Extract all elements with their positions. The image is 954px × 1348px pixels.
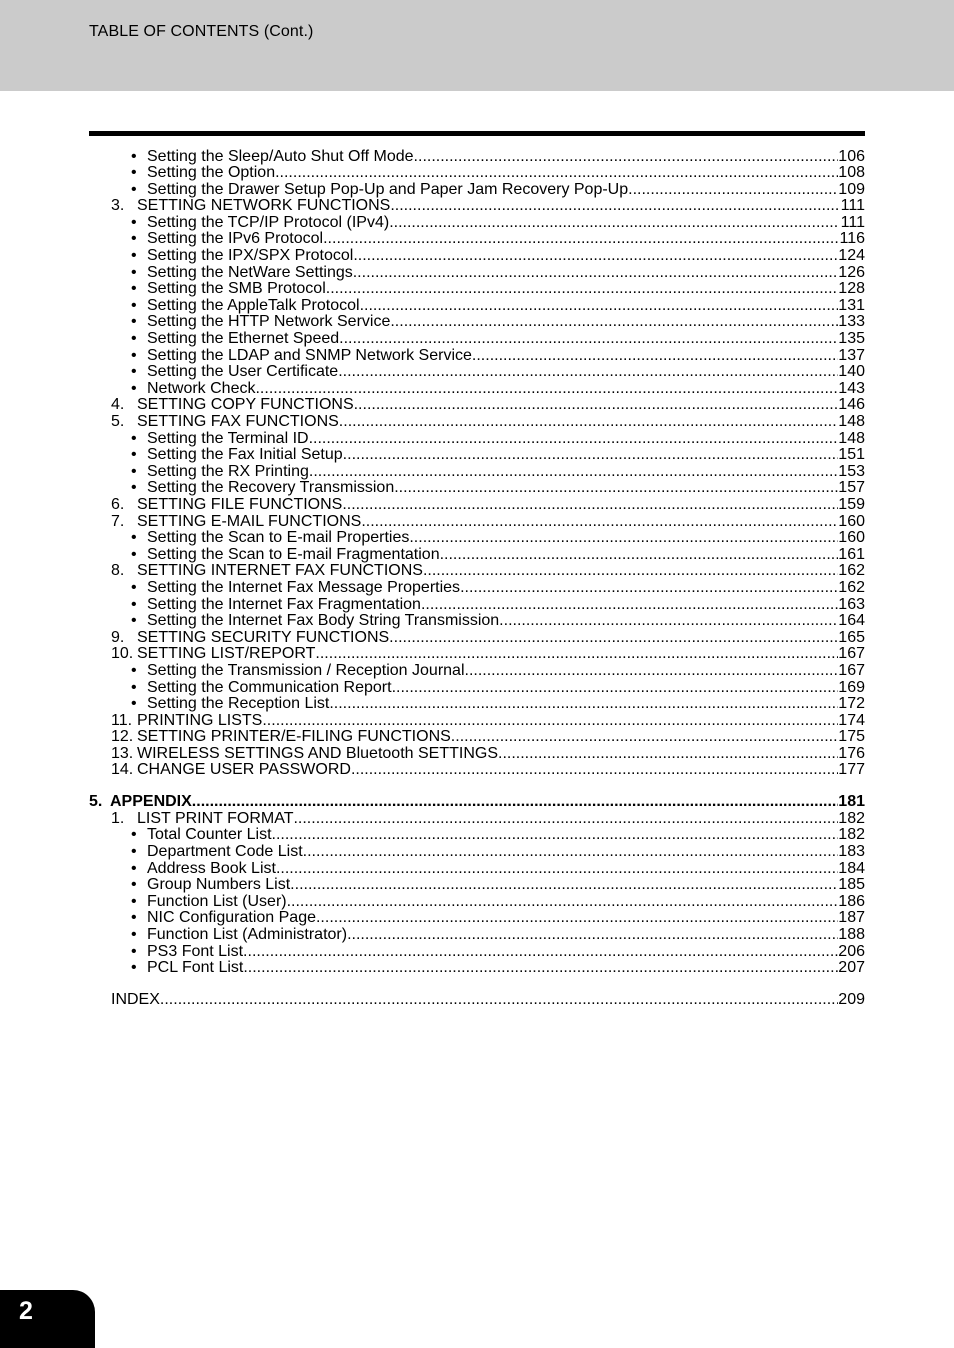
dot-leader (423, 563, 838, 580)
dot-leader (342, 497, 838, 514)
bullet-icon: • (131, 530, 137, 547)
toc-page-number: 182 (838, 810, 865, 827)
toc-entry-label: SETTING LIST/REPORT (137, 646, 316, 663)
toc-subsection (89, 827, 865, 844)
page-number-tab (0, 1290, 95, 1348)
dot-leader (394, 480, 838, 497)
bullet-icon: • (131, 613, 137, 630)
toc-entry-label: Setting the HTTP Network Service (147, 314, 391, 331)
toc-entry-label: PS3 Font List (147, 943, 244, 960)
toc-page-number: 176 (838, 745, 865, 762)
toc-page-number: 126 (838, 264, 865, 281)
bullet-icon: • (131, 281, 137, 298)
toc-section (89, 646, 865, 663)
toc-section (89, 397, 865, 414)
toc-page-number: 148 (838, 430, 865, 447)
dot-leader (243, 944, 838, 961)
toc-section (89, 729, 865, 746)
toc-page-number: 157 (838, 480, 865, 497)
toc-entry-label: Setting the Reception List (147, 696, 330, 713)
toc-page-number: 116 (839, 231, 865, 248)
toc-page-number: 209 (838, 991, 865, 1008)
toc-entry-label: Department Code List (147, 844, 303, 861)
page-number: 2 (19, 1297, 33, 1325)
toc-page-number: 187 (838, 910, 865, 927)
toc-subsection (89, 861, 865, 878)
toc-page-number: 186 (838, 893, 865, 910)
dot-leader (353, 248, 838, 265)
toc-page-number: 159 (838, 496, 865, 513)
toc-page-number: 169 (838, 679, 865, 696)
toc-entry-label: SETTING NETWORK FUNCTIONS (137, 198, 391, 215)
dot-leader (309, 431, 838, 448)
toc-entry-label: NIC Configuration Page (147, 910, 316, 927)
toc-section-number: 14. (111, 762, 134, 779)
dot-leader (315, 646, 838, 663)
toc-entry-label: Setting the User Certificate (147, 364, 339, 381)
dot-leader (290, 877, 838, 894)
toc-entry-label: Setting the IPX/SPX Protocol (147, 248, 354, 265)
toc-page-number: 182 (838, 827, 865, 844)
toc-section (89, 514, 865, 531)
toc-section-number: 3. (111, 198, 125, 215)
toc-entry-label: Group Numbers List (147, 877, 291, 894)
toc-subsection (89, 464, 865, 481)
toc-section (89, 713, 865, 730)
toc-subsection (89, 894, 865, 911)
toc-entry-label: SETTING PRINTER/E-FILING FUNCTIONS (137, 729, 451, 746)
toc-section (89, 563, 865, 580)
toc-page-number: 148 (838, 414, 865, 430)
toc-entry-label: Setting the Option (147, 165, 276, 182)
dot-leader (339, 331, 838, 348)
toc-subsection (89, 149, 865, 166)
bullet-icon: • (131, 248, 137, 265)
bullet-icon: • (131, 331, 137, 348)
toc-entry-label: PRINTING LISTS (137, 712, 263, 729)
bullet-icon: • (131, 347, 137, 364)
toc-subsection (89, 314, 865, 331)
bullet-icon: • (131, 827, 137, 844)
toc-section-number: 8. (111, 563, 125, 580)
toc-page-number: 206 (838, 943, 865, 960)
bullet-icon: • (131, 943, 137, 960)
toc-page-number: 174 (838, 712, 865, 729)
bullet-icon: • (131, 148, 137, 165)
toc-subsection (89, 480, 865, 497)
dot-leader (309, 464, 838, 481)
bullet-icon: • (131, 430, 137, 447)
toc-subsection (89, 547, 865, 564)
toc-subsection (89, 265, 865, 282)
toc-subsection (89, 530, 865, 547)
toc-page-number: 175 (838, 729, 865, 746)
bullet-icon: • (131, 927, 137, 943)
toc-entry-label: Setting the RX Printing (147, 463, 309, 480)
dot-leader (499, 613, 838, 630)
toc-subsection (89, 447, 865, 464)
toc-subsection (89, 680, 865, 697)
toc-page-number: 151 (838, 447, 865, 464)
toc-section-number: 10. (111, 646, 134, 663)
toc-entry-label: Setting the Ethernet Speed (147, 331, 340, 348)
toc-entry-label: INDEX (111, 991, 160, 1008)
toc-entry-label: Address Book List (147, 860, 276, 877)
toc-entry-label: Setting the IPv6 Protocol (147, 231, 324, 248)
bullet-icon: • (131, 844, 137, 861)
toc-page-number: 161 (838, 546, 865, 563)
dot-leader (628, 182, 838, 199)
toc-entry-label: SETTING FAX FUNCTIONS (137, 414, 339, 430)
toc-entry-label: Network Check (147, 380, 256, 397)
dot-leader (343, 447, 838, 464)
bullet-icon: • (131, 893, 137, 910)
dot-leader (243, 960, 838, 977)
dot-leader (323, 231, 838, 248)
dot-leader (460, 580, 838, 597)
header-rule (89, 131, 865, 136)
dot-leader (255, 381, 838, 398)
bullet-icon: • (131, 231, 137, 248)
toc-page-number: 162 (838, 563, 865, 580)
toc-entry-label: Setting the Recovery Transmission (147, 480, 395, 497)
dot-leader (354, 397, 838, 414)
toc-section-number: 13. (111, 745, 134, 762)
toc-entry-label: SETTING FILE FUNCTIONS (137, 496, 343, 513)
dot-leader (465, 663, 839, 680)
toc-subsection (89, 298, 865, 315)
dot-leader (338, 364, 838, 381)
toc-entry-label: SETTING INTERNET FAX FUNCTIONS (137, 563, 423, 580)
dot-leader (472, 348, 838, 365)
toc-page-number: 111 (840, 214, 865, 231)
toc-page-number: 135 (838, 331, 865, 348)
toc-entry-label: CHANGE USER PASSWORD (137, 762, 351, 779)
dot-leader (389, 630, 838, 647)
dot-leader (326, 281, 838, 298)
toc-subsection (89, 281, 865, 298)
dot-leader (360, 298, 838, 315)
bullet-icon: • (131, 662, 137, 679)
bullet-icon: • (131, 679, 137, 696)
toc-section-number: 12. (111, 729, 134, 746)
bullet-icon: • (131, 181, 137, 198)
dot-leader (389, 215, 838, 232)
toc-entry-label: Setting the Terminal ID (147, 430, 309, 447)
bullet-icon: • (131, 165, 137, 182)
toc-subsection (89, 364, 865, 381)
toc-subsection (89, 944, 865, 961)
toc-page-number: 162 (838, 579, 865, 596)
toc-spacer (89, 977, 865, 992)
dot-leader (351, 762, 838, 779)
dot-leader (316, 910, 838, 927)
toc-subsection (89, 663, 865, 680)
toc-section (89, 811, 865, 828)
toc-page-number: 109 (838, 181, 865, 198)
toc-subsection (89, 927, 865, 944)
toc-page-number: 106 (838, 148, 865, 165)
toc-entry-label: Setting the Scan to E-mail Fragmentation (147, 546, 440, 563)
toc-spacer (89, 779, 865, 794)
toc-page-number: 177 (838, 762, 865, 779)
dot-leader (272, 827, 838, 844)
toc-page-number: 188 (838, 927, 865, 943)
toc-entry-label: Setting the TCP/IP Protocol (IPv4) (147, 214, 390, 231)
bullet-icon: • (131, 314, 137, 331)
toc-subsection (89, 580, 865, 597)
toc-entry-label: SETTING E-MAIL FUNCTIONS (137, 513, 362, 530)
toc-subsection (89, 696, 865, 713)
toc-entry-label: Setting the Sleep/Auto Shut Off Mode (147, 148, 414, 165)
toc-page-number: 137 (838, 347, 865, 364)
toc-entry-label: Setting the LDAP and SNMP Network Service (147, 347, 472, 364)
toc-section (89, 630, 865, 647)
toc-entry-label: Setting the SMB Protocol (147, 281, 326, 298)
bullet-icon: • (131, 447, 137, 464)
toc-entry-label: Function List (Administrator) (147, 927, 348, 943)
bullet-icon: • (131, 910, 137, 927)
toc-entry-label: APPENDIX (110, 794, 192, 811)
toc-subsection (89, 231, 865, 248)
toc-entry-label: Setting the Transmission / Reception Journal (147, 662, 465, 679)
toc-page-number: 184 (838, 860, 865, 877)
toc-entry-label: Setting the Internet Fax Fragmentation (147, 596, 421, 613)
toc-entry-label: Setting the Internet Fax Message Properties (147, 579, 461, 596)
dot-leader (262, 713, 838, 730)
dot-leader (287, 894, 838, 911)
bullet-icon: • (131, 364, 137, 381)
toc-page-number: 163 (838, 596, 865, 613)
bullet-icon: • (131, 696, 137, 713)
toc-subsection (89, 910, 865, 927)
toc-section (89, 992, 865, 1009)
toc-subsection (89, 331, 865, 348)
bullet-icon: • (131, 877, 137, 894)
toc-entry-label: Total Counter List (147, 827, 272, 844)
toc-page-number: 172 (838, 696, 865, 713)
bullet-icon: • (131, 579, 137, 596)
toc-subsection (89, 165, 865, 182)
toc-subsection (89, 381, 865, 398)
toc-section-number: 6. (111, 496, 125, 513)
toc-subsection (89, 431, 865, 448)
toc-page-number: 153 (838, 463, 865, 480)
toc-page-number: 143 (838, 380, 865, 397)
toc-chapter (89, 794, 865, 811)
toc-section (89, 414, 865, 431)
dot-leader (275, 165, 838, 182)
toc-section (89, 198, 865, 215)
dot-leader (347, 927, 838, 944)
toc-entry-label: Setting the NetWare Settings (147, 264, 353, 281)
toc-section-number: 5. (111, 414, 125, 430)
toc-page-number: 160 (838, 513, 865, 530)
toc-entry-label: Setting the AppleTalk Protocol (147, 297, 360, 314)
dot-leader (440, 547, 838, 564)
bullet-icon: • (131, 596, 137, 613)
toc-page-number: 185 (838, 877, 865, 894)
toc-page-number: 124 (838, 248, 865, 265)
toc-subsection (89, 844, 865, 861)
toc-subsection (89, 248, 865, 265)
bullet-icon: • (131, 860, 137, 877)
toc-page-number: 160 (838, 530, 865, 547)
toc-entry-label: LIST PRINT FORMAT (137, 810, 294, 827)
toc-chapter-number: 5. (89, 794, 103, 811)
toc-page-number: 181 (838, 794, 865, 811)
table-of-contents (89, 149, 865, 1009)
toc-entry-label: PCL Font List (147, 960, 244, 977)
toc-page-number: 133 (838, 314, 865, 331)
dot-leader (339, 414, 838, 431)
toc-entry-label: Function List (User) (147, 893, 287, 910)
bullet-icon: • (131, 214, 137, 231)
dot-leader (390, 314, 838, 331)
dot-leader (421, 597, 838, 614)
toc-entry-label: Setting the Drawer Setup Pop-Up and Paper Jam Recovery Pop-Up (147, 181, 629, 198)
dot-leader (409, 530, 838, 547)
dot-leader (276, 861, 838, 878)
dot-leader (498, 746, 838, 763)
header-title: TABLE OF CONTENTS (Cont.) (89, 23, 314, 40)
toc-entry-label: Setting the Scan to E-mail Properties (147, 530, 410, 547)
toc-subsection (89, 182, 865, 199)
dot-leader (414, 149, 838, 166)
toc-page-number: 146 (838, 397, 865, 414)
toc-subsection (89, 960, 865, 977)
bullet-icon: • (131, 297, 137, 314)
toc-section (89, 497, 865, 514)
dot-leader (361, 514, 838, 531)
dot-leader (303, 844, 838, 861)
toc-entry-label: Setting the Internet Fax Body String Transmission (147, 613, 500, 630)
dot-leader (353, 265, 838, 282)
toc-section-number: 4. (111, 397, 125, 414)
toc-subsection (89, 348, 865, 365)
toc-page-number: 131 (838, 297, 865, 314)
toc-section-number: 11. (111, 712, 133, 729)
toc-page-number: 108 (838, 165, 865, 182)
toc-subsection (89, 613, 865, 630)
toc-page-number: 167 (838, 662, 865, 679)
toc-section (89, 762, 865, 779)
toc-subsection (89, 215, 865, 232)
bullet-icon: • (131, 480, 137, 497)
toc-page-number: 183 (838, 844, 865, 861)
toc-entry-label: Setting the Fax Initial Setup (147, 447, 343, 464)
toc-page-number: 207 (838, 960, 865, 977)
bullet-icon: • (131, 264, 137, 281)
toc-section-number: 9. (111, 629, 125, 646)
toc-page-number: 140 (838, 364, 865, 381)
toc-page-number: 164 (838, 613, 865, 630)
toc-subsection (89, 597, 865, 614)
bullet-icon: • (131, 463, 137, 480)
toc-entry-label: Setting the Communication Report (147, 679, 392, 696)
bullet-icon: • (131, 960, 137, 977)
dot-leader (451, 729, 838, 746)
toc-section-number: 7. (111, 513, 125, 530)
dot-leader (329, 696, 838, 713)
toc-entry-label: SETTING SECURITY FUNCTIONS (137, 629, 390, 646)
toc-entry-label: WIRELESS SETTINGS AND Bluetooth SETTINGS (137, 745, 498, 762)
toc-section (89, 746, 865, 763)
toc-page-number: 111 (840, 198, 865, 215)
dot-leader (192, 794, 838, 811)
dot-leader (160, 992, 838, 1009)
bullet-icon: • (131, 380, 137, 397)
toc-section-number: 1. (111, 810, 125, 827)
toc-page-number: 165 (838, 629, 865, 646)
toc-entry-label: SETTING COPY FUNCTIONS (137, 397, 354, 414)
header-band (0, 0, 954, 91)
toc-page-number: 167 (838, 646, 865, 663)
dot-leader (293, 811, 838, 828)
toc-subsection (89, 877, 865, 894)
dot-leader (392, 680, 838, 697)
dot-leader (390, 198, 838, 215)
bullet-icon: • (131, 546, 137, 563)
toc-page-number: 128 (838, 281, 865, 298)
